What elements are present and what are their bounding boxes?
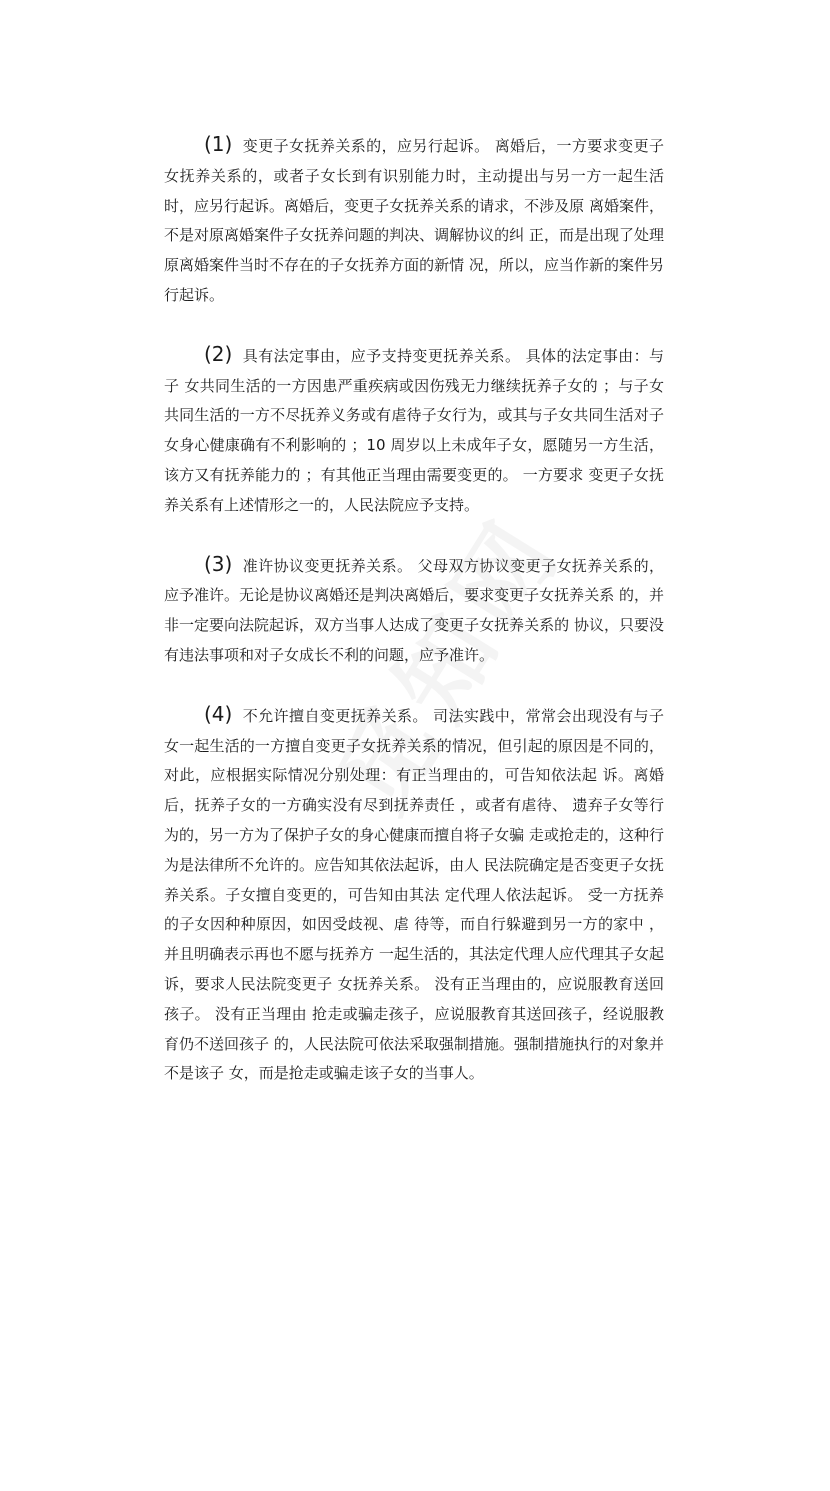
paragraph-text: 不允许擅自变更抚养关系。 司法实践中，常常会出现没有与子 女一起生活的一方擅自变更子女抚养关系的情况，但引起的原因是不同的，对此，应根据实际情况分别处理：有正当理由的，可告知依法起 诉。离婚后，抚养子女的一方确实没有尽到抚养责任 ，或者有虐待、 遗弃子女等行为的，另一方为了保护子女的身心健康而擅自将子女骗 走或抢走的，这种行为是法律所不允许的。应告知其依法起诉，由人 民法院确定是否变更子女抚养关系。子女擅自变更的，可告知由其法 定代理人依法起诉。 受一方抚养的子女因种种原因，如因受歧视、虐 待等，而自行躲避到另一方的家中 ，并且明确表示再也不愿与抚养方 一起生活的，其法定代理人应代理其子女起诉，要求人民法院变更子 女抚养关系。 没有正当理由的，应说服教育送回孩子。 没有正当理由 抢走或骗走孩子，应说服教育其送回孩子，经说服教育仍不送回孩子 的，人民法院可依法采取强制措施。强制措施执行的对象并不是该子 女，而是抢走或骗走该子女的当事人。 xyxy=(164,706,664,1083)
paragraph-number: (3) xyxy=(204,551,233,576)
paragraph-number: (4) xyxy=(204,701,233,726)
paragraph-2 xyxy=(164,342,664,521)
paragraph-text: 准许协议变更抚养关系。 父母双方协议变更子女抚养关系的，应予准许。无论是协议离婚还是判决离婚后，要求变更子女抚养关系 的，并非一定要向法院起诉，双方当事人达成了变更子女抚养关系的 协议，只要没有违法事项和对子女成长不利的问题，应予准许。 xyxy=(164,556,664,664)
paragraph-number: (1) xyxy=(204,132,233,156)
document-body xyxy=(164,132,664,1089)
paragraph-3 xyxy=(164,552,664,671)
paragraph-number: (2) xyxy=(204,341,233,366)
paragraph-4 xyxy=(164,702,664,1089)
paragraph-1 xyxy=(164,132,664,311)
paragraph-text: 具有法定事由，应予支持变更抚养关系。 具体的法定事由：与子 女共同生活的一方因患严重疾病或因伤残无力继续抚养子女的 ；与子女 共同生活的一方不尽抚养义务或有虐待子女行为，或其与子女共同生活对子女身心健康确有不利影响的 ；10 周岁以上未成年子女，愿随另一方生活，该方又有抚养能力的 ；有其他正当理由需要变更的。 一方要求 变更子女抚养关系有上述情形之一的，人民法院应予支持。 xyxy=(164,346,664,514)
paragraph-text: 变更子女抚养关系的，应另行起诉。 离婚后，一方要求变更子 女抚养关系的，或者子女长到有识别能力时，主动提出与另一方一起生活时，应另行起诉。离婚后，变更子女抚养关系的请求，不涉及原 离婚案件，不是对原离婚案件子女抚养问题的判决、调解协议的纠 正，而是出现了处理原离婚案件当时不存在的子女抚养方面的新情 况，所以，应当作新的案件另行起诉。 xyxy=(164,137,664,304)
